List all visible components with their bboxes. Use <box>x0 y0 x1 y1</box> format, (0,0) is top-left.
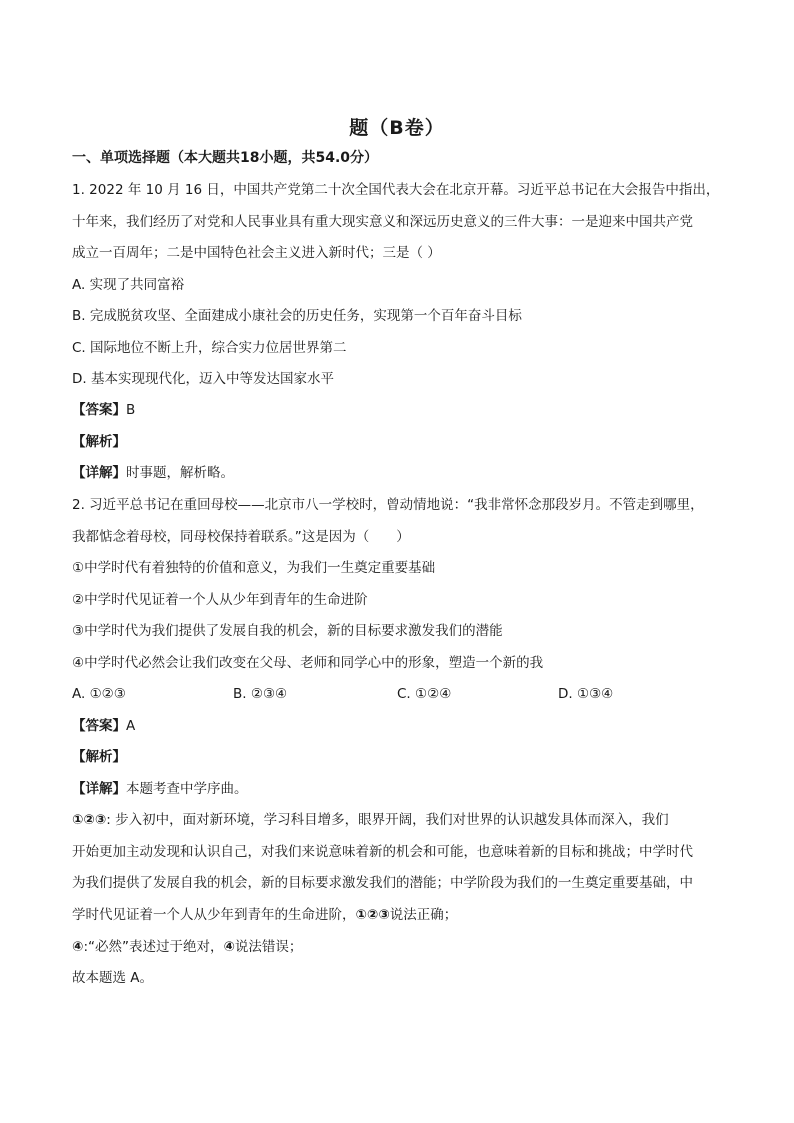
explain-text: : 步入初中，面对新环境，学习科目增多，眼界开阔，我们对世界的认识越发具体而深入，我们 <box>106 812 669 828</box>
q1-option-b: B. 完成脱贫攻坚、全面建成小康社会的历史任务，实现第一个百年奋斗目标 <box>72 308 522 324</box>
q2-explain-line-2: 开始更加主动发现和认识自己，对我们来说意味着新的机会和可能，也意味着新的目标和挑战；中学时代 <box>72 844 693 860</box>
wrong-lead-2: ④ <box>223 939 235 955</box>
q2-stem-line-2: 我都惦念着母校，同母校保持着联系。”这是因为（ ） <box>72 529 410 545</box>
detail-text: 时事题，解析略。 <box>126 465 234 481</box>
answer-label: 【答案】 <box>72 718 126 734</box>
detail-text: 本题考查中学序曲。 <box>126 781 248 797</box>
q2-analysis-label: 【解析】 <box>72 749 126 765</box>
q2-option-c: C. ①②④ <box>397 686 452 702</box>
q1-analysis-label: 【解析】 <box>72 434 126 450</box>
q2-option-a: A. ①②③ <box>72 686 126 702</box>
q1-stem-line-1: 1. 2022 年 10 月 16 日，中国共产党第二十次全国代表大会在北京开幕。习近平总书记在大会报告中指出， <box>72 182 720 198</box>
q2-stem-line-1: 2. 习近平总书记在重回母校——北京市八一学校时，曾动情地说：“我非常怀念那段岁月。不管走到哪里， <box>72 497 704 513</box>
detail-label: 【详解】 <box>72 781 126 797</box>
explain-tail: 说法正确； <box>389 907 458 923</box>
q1-answer <box>72 400 732 420</box>
q1-stem-line-2: 十年来，我们经历了对党和人民事业具有重大现实意义和深远历史意义的三件大事：一是迎来中国共产党 <box>72 214 693 230</box>
q1-option-d: D. 基本实现现代化，迈入中等发达国家水平 <box>72 371 334 387</box>
answer-value: A <box>126 718 136 734</box>
explain-tail-lead: ①②③ <box>355 907 390 923</box>
q2-answer <box>72 716 732 736</box>
q2-statement-4: ④中学时代必然会让我们改变在父母、老师和同学心中的形象，塑造一个新的我 <box>72 655 544 671</box>
q2-option-d: D. ①③④ <box>558 686 614 702</box>
q1-stem-line-3: 成立一百周年；二是中国特色社会主义进入新时代；三是（ ） <box>72 245 441 261</box>
q2-explain-line-3: 为我们提供了发展自我的机会，新的目标要求激发我们的潜能；中学阶段为我们的一生奠定重要基础，中 <box>72 875 693 891</box>
answer-value: B <box>126 402 136 418</box>
q2-statement-1: ①中学时代有着独特的价值和意义，为我们一生奠定重要基础 <box>72 560 436 576</box>
q2-wrong-line <box>72 937 732 957</box>
detail-label: 【详解】 <box>72 465 126 481</box>
q1-option-c: C. 国际地位不断上升，综合实力位居世界第二 <box>72 340 347 356</box>
q2-explain-line-4 <box>72 905 732 925</box>
answer-label: 【答案】 <box>72 402 126 418</box>
q2-conclusion: 故本题选 A。 <box>72 970 154 986</box>
wrong-lead: ④ <box>72 939 84 955</box>
q1-option-a: A. 实现了共同富裕 <box>72 277 185 293</box>
q2-option-b: B. ②③④ <box>233 686 288 702</box>
explain-lead: ①②③ <box>72 812 107 828</box>
wrong-tail: 说法错误； <box>234 939 303 955</box>
page-title: 题（B卷） <box>349 117 445 139</box>
wrong-text: :“必然”表述过于绝对， <box>83 939 224 955</box>
q2-detail <box>72 779 732 799</box>
q2-statement-2: ②中学时代见证着一个人从少年到青年的生命进阶 <box>72 592 368 608</box>
q2-explain-line-1 <box>72 810 732 830</box>
explain-text: 学时代见证着一个人从少年到青年的生命进阶， <box>72 907 356 923</box>
section-header: 一、单项选择题（本大题共18小题，共54.0分） <box>72 150 379 166</box>
q2-statement-3: ③中学时代为我们提供了发展自我的机会，新的目标要求激发我们的潜能 <box>72 623 503 639</box>
q1-detail <box>72 463 732 483</box>
